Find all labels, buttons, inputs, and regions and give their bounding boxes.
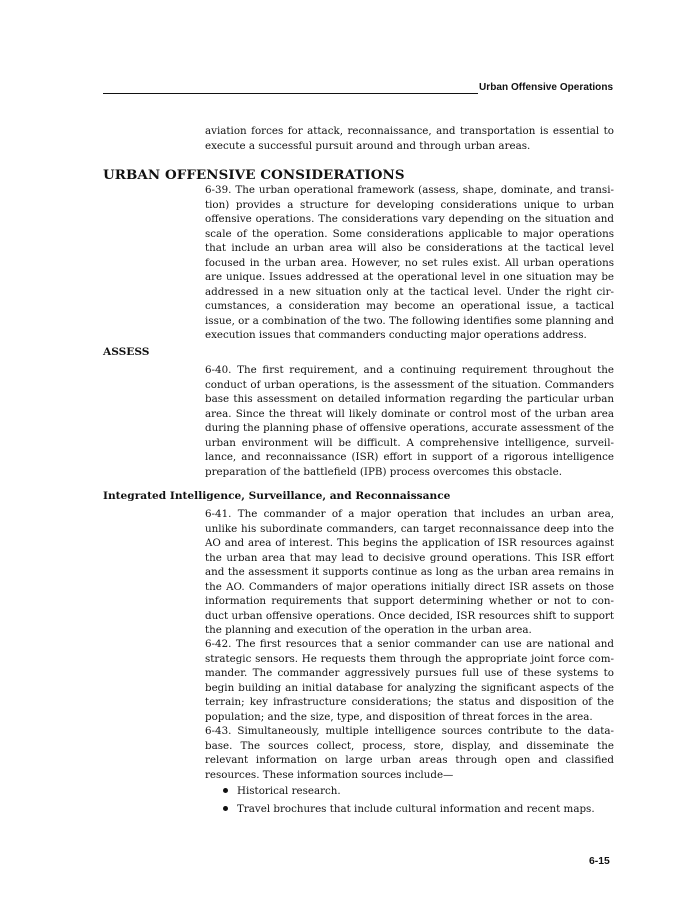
list-item-text: Historical research. bbox=[237, 785, 341, 797]
paragraph-6-40: 6-40. The first requirement, and a continuing requirement throughout the conduct of urban operations, is the assessment of the situation. Commanders base this assessment on detailed information regarding the particular urban area. Since the threat will likely dominate or control most of the urban area during the planning phase of offensive operations, accurate assessment of the urban environment will be difficult. A comprehensive intelligence, surveil-lance, and reconnaissance (ISR) effort in support of a rigorous intelligence preparation of the battlefield (IPB) process overcomes this obstacle. bbox=[205, 364, 614, 478]
information-sources-list bbox=[222, 782, 614, 818]
paragraph-6-43: 6-43. Simultaneously, multiple intelligence sources contribute to the data-base. The sources collect, process, store, display, and disseminate the relevant information on large urban areas through open and classified resources. These information sources include— bbox=[205, 725, 614, 781]
list-item bbox=[222, 782, 614, 800]
section-heading: URBAN OFFENSIVE CONSIDERATIONS bbox=[103, 167, 405, 183]
page-number: 6-15 bbox=[589, 856, 610, 867]
list-item bbox=[222, 800, 614, 818]
intro-paragraph: aviation forces for attack, reconnaissance, and transportation is essential to execute a successful pursuit around and through urban areas. bbox=[205, 125, 614, 152]
bullet-icon bbox=[223, 788, 228, 793]
bullet-icon bbox=[223, 806, 228, 811]
paragraph-6-42: 6-42. The first resources that a senior commander can use are national and strategic sensors. He requests them through the appropriate joint force com-mander. The commander aggressively pursues full use of these systems to begin building an initial database for analyzing the significant aspects of the terrain; key infrastructure considerations; the status and disposition of the population; and the size, type, and disposition of threat forces in the area. bbox=[205, 638, 614, 723]
subsection-heading-assess: ASSESS bbox=[103, 346, 150, 358]
paragraph-6-41: 6-41. The commander of a major operation that includes an urban area, unlike his subordinate commanders, can target reconnaissance deep into the AO and area of interest. This begins the application of ISR resources against the urban area that may lead to decisive ground operations. This ISR effort and the assessment it supports continue as long as the urban area remains in the AO. Commanders of major operations initially direct ISR assets on those information requirements that support determining whether or not to con-duct urban offensive operations. Once decided, ISR resources shift to support the planning and execution of the operation in the urban area. bbox=[205, 508, 614, 636]
list-item-text: Travel brochures that include cultural information and recent maps. bbox=[237, 803, 595, 815]
subsubsection-heading-isr: Integrated Intelligence, Surveillance, and Reconnaissance bbox=[103, 490, 451, 502]
header-rule bbox=[103, 93, 478, 94]
running-header-title: Urban Offensive Operations bbox=[479, 82, 614, 93]
paragraph-6-39: 6-39. The urban operational framework (assess, shape, dominate, and transi-tion) provides a structure for developing considerations unique to urban offensive operations. The considerations vary depending on the situation and scale of the operation. Some considerations applicable to major operations that include an urban area will also be considerations at the tactical level focused in the urban area. However, no set rules exist. All urban operations are unique. Issues addressed at the operational level in one situation may be addressed in a new situation only at the tactical level. Under the right cir-cumstances, a consideration may become an operational issue, a tactical issue, or a combination of the two. The following identifies some planning and execution issues that commanders conducting major operations address. bbox=[205, 184, 614, 341]
